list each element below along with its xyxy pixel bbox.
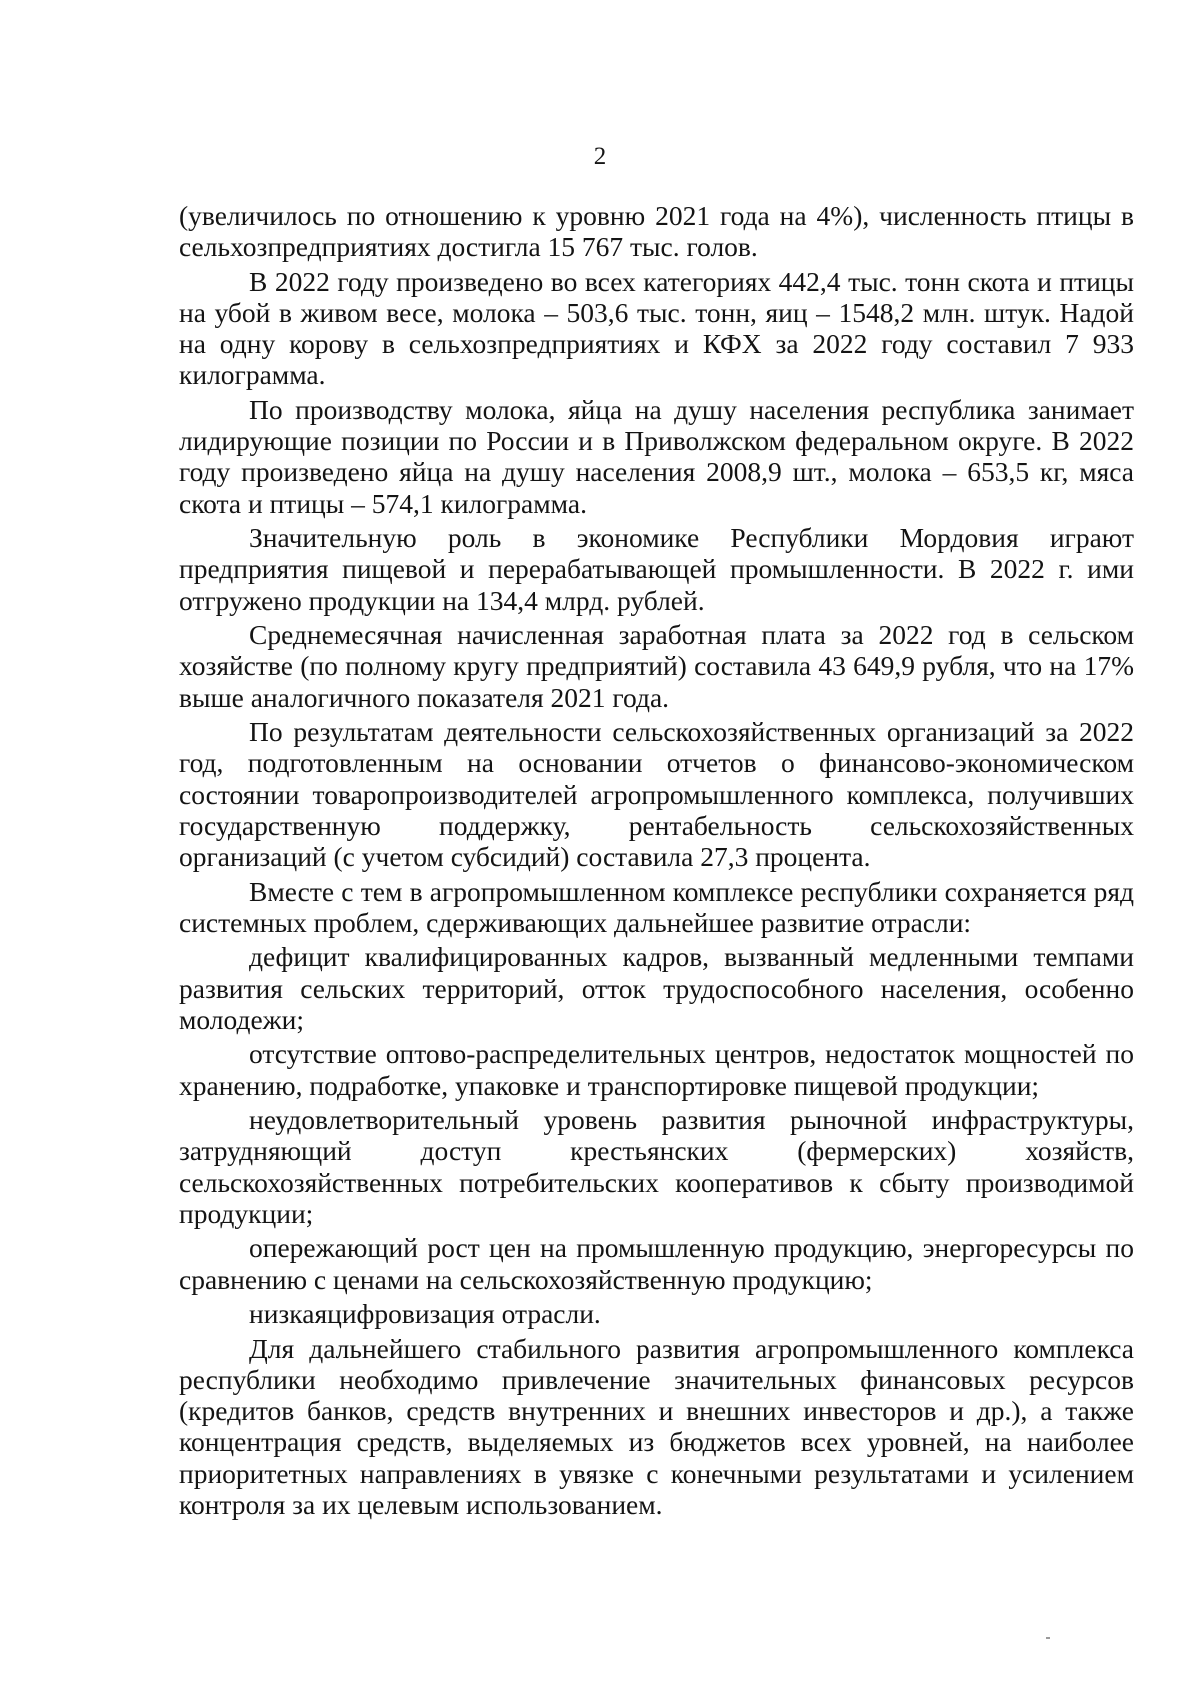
paragraph-financial-resources: Для дальнейшего стабильного развития агропромышленного комплекса республики необходимо привлечение значительных финансовых ресурсов (кредитов банков, средств внутренних и внешних инвесторов и др.), а также концентрация средств, выделяемых из бюджетов всех уровней, на наиболее приоритетных направлениях в увязке с конечными результатами и усилением контроля за их целевым использованием. [179, 1332, 1134, 1520]
list-item-market-infrastructure: неудовлетворительный уровень развития рыночной инфраструктуры, затрудняющий доступ крестьянских (фермерских) хозяйств, сельскохозяйственных потребительских кооперативов к сбыту производимой продукции; [179, 1104, 1134, 1229]
page-number: 2 [593, 143, 607, 170]
paragraph-production-volumes: В 2022 году произведено во всех категориях 442,4 тыс. тонн скота и птицы на убой в живом весе, молока – 503,6 тыс. тонн, яиц – 1548,2 млн. штук. Надой на одну корову в сельхозпредприятиях и КФХ за 2022 году составил 7 933 килограмма. [179, 265, 1134, 391]
paragraph-average-salary: Среднемесячная начисленная заработная плата за 2022 год в сельском хозяйстве (по полному кругу предприятий) составила 43 649,9 рубля, что на 17% выше аналогичного показателя 2021 года. [179, 619, 1134, 713]
list-item-price-growth: опережающий рост цен на промышленную продукцию, энергоресурсы по сравнению с ценами на сельскохозяйственную продукцию; [179, 1232, 1134, 1295]
scan-speck [1046, 1637, 1050, 1639]
list-item-distribution-centers: отсутствие оптово-распределительных центров, недостаток мощностей по хранению, подработке, упаковке и транспортировке пищевой продукции; [179, 1038, 1134, 1101]
paragraph-profitability: По результатам деятельности сельскохозяйственных организаций за 2022 год, подготовленным на основании отчетов о финансово-экономическом состоянии товаропроизводителей агропромышленного комплекса, получивших государственную поддержку, рентабельность сельскохозяйственных организаций (с учетом субсидий) составила 27,3 процента. [179, 716, 1134, 873]
list-item-digitalization: низкаяцифровизация отрасли. [249, 1298, 601, 1330]
list-item-staff-shortage: дефицит квалифицированных кадров, вызванный медленными темпами развития сельских территорий, отток трудоспособного населения, особенно молодежи; [179, 941, 1134, 1035]
paragraph-systemic-problems: Вместе с тем в агропромышленном комплексе республики сохраняется ряд системных проблем, сдерживающих дальнейшее развитие отрасли: [179, 875, 1134, 938]
paragraph-per-capita-production: По производству молока, яйца на душу населения республика занимает лидирующие позиции по России и в Приволжском федеральном округе. В 2022 году произведено яйца на душу населения 2008,9 шт., молока – 653,5 кг, мяса скота и птицы – 574,1 килограмма. [179, 394, 1134, 519]
paragraph-food-industry: Значительную роль в экономике Республики Мордовия играют предприятия пищевой и перерабатывающей промышленности. В 2022 г. ими отгружено продукции на 134,4 млрд. рублей. [179, 522, 1134, 616]
document-body [179, 200, 1134, 1523]
paragraph-livestock-poultry: (увеличилось по отношению к уровню 2021 года на 4%), численность птицы в сельхозпредприятиях достигла 15 767 тыс. голов. [179, 200, 1134, 263]
